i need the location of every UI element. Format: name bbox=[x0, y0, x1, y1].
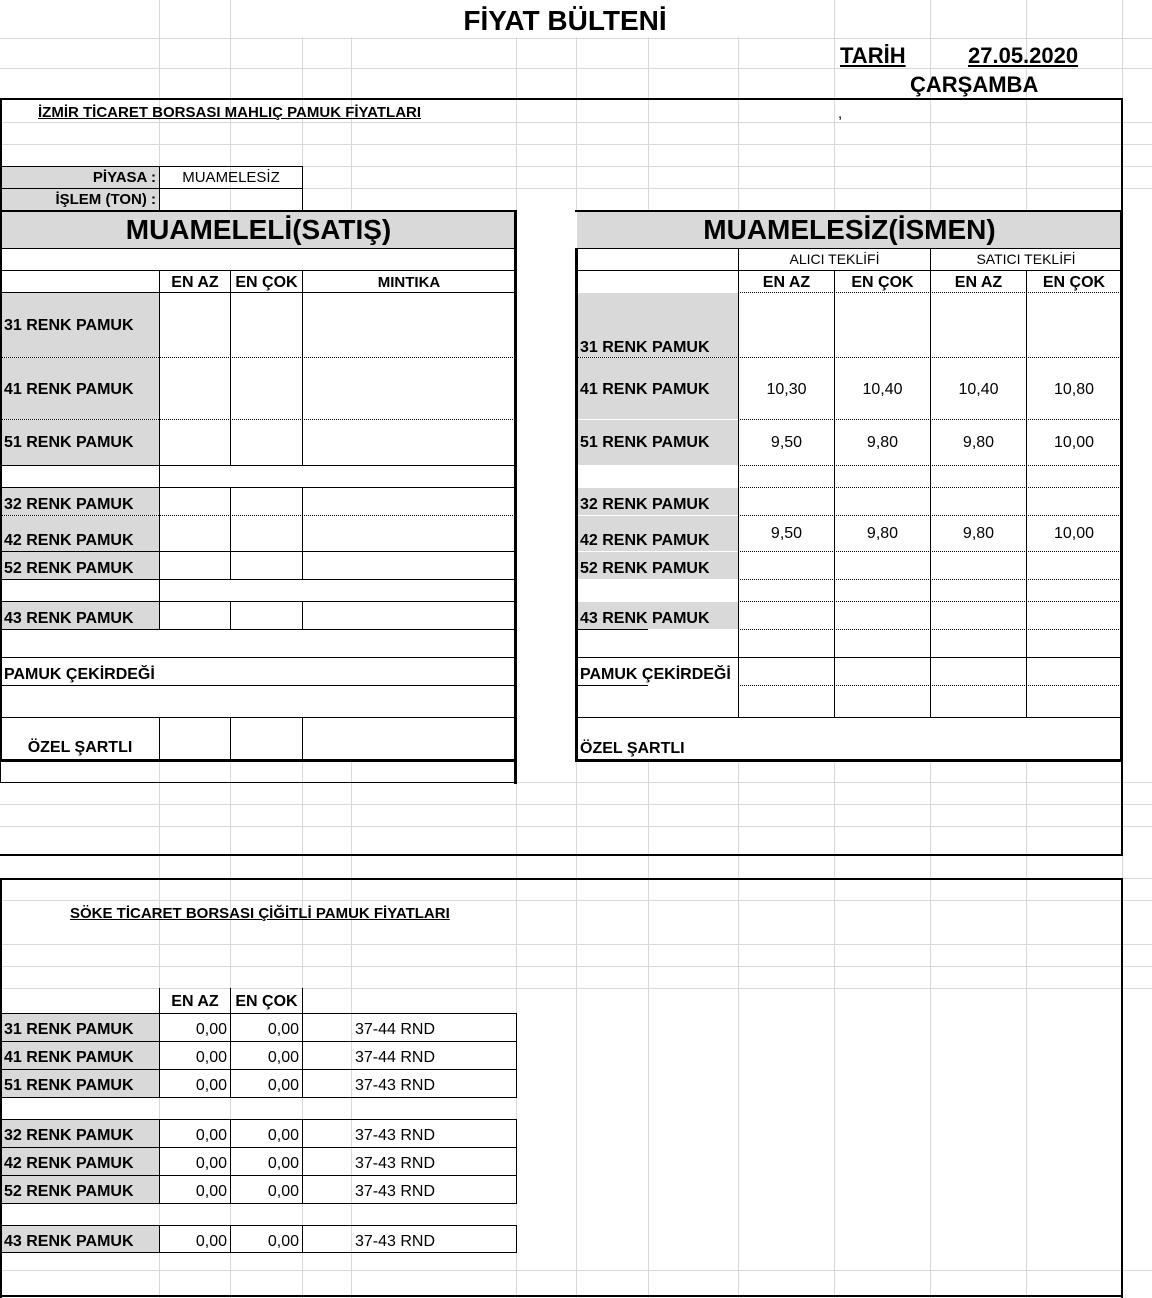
soke-row-label: 32 RENK PAMUK bbox=[4, 1127, 134, 1144]
left-special-label: ÖZEL ŞARTLI bbox=[27, 739, 133, 756]
right-buyer-min: EN AZ bbox=[762, 274, 811, 291]
seller-offer-header: SATICI TEKLİFİ bbox=[976, 251, 1076, 267]
buyer-offer-header: ALICI TEKLİFİ bbox=[789, 251, 880, 267]
left-row-label: 42 RENK PAMUK bbox=[4, 532, 134, 549]
piyasa-value: MUAMELESİZ bbox=[182, 169, 280, 186]
price-cell: 10,80 bbox=[1053, 381, 1095, 398]
soke-row-label: 42 RENK PAMUK bbox=[4, 1155, 134, 1172]
soke-spec-cell: 37-43 RND bbox=[355, 1233, 436, 1250]
heading-comma: , bbox=[838, 105, 843, 122]
price-cell: 9,80 bbox=[866, 434, 899, 451]
price-cell: 9,50 bbox=[770, 434, 803, 451]
price-cell: 10,30 bbox=[766, 381, 807, 398]
soke-max-cell: 0,00 bbox=[267, 1155, 299, 1172]
right-row-label: 31 RENK PAMUK bbox=[580, 339, 710, 356]
soke-spec-cell: 37-44 RND bbox=[355, 1049, 436, 1066]
price-cell: 9,80 bbox=[962, 434, 995, 451]
soke-col-min: EN AZ bbox=[171, 993, 219, 1010]
soke-max-cell: 0,00 bbox=[267, 1021, 299, 1038]
price-cell: 9,80 bbox=[962, 525, 995, 542]
soke-max-cell: 0,00 bbox=[267, 1127, 299, 1144]
date-value: 27.05.2020 bbox=[968, 43, 1079, 68]
left-row-label: 43 RENK PAMUK bbox=[4, 610, 134, 627]
right-row-label: 41 RENK PAMUK bbox=[580, 381, 710, 398]
right-row-label: 32 RENK PAMUK bbox=[580, 496, 710, 513]
soke-spec-cell: 37-43 RND bbox=[355, 1155, 436, 1172]
soke-min-cell: 0,00 bbox=[195, 1155, 227, 1172]
left-col-max: EN ÇOK bbox=[235, 274, 298, 291]
soke-min-cell: 0,00 bbox=[195, 1183, 227, 1200]
soke-spec-cell: 37-43 RND bbox=[355, 1077, 436, 1094]
right-table-title: MUAMELESİZ(İSMEN) bbox=[703, 214, 996, 245]
soke-heading: SÖKE TİCARET BORSASI ÇİĞİTLİ PAMUK FİYATLARI bbox=[70, 905, 450, 922]
soke-max-cell: 0,00 bbox=[267, 1077, 299, 1094]
day-label: ÇARŞAMBA bbox=[910, 72, 1039, 97]
islem-label: İŞLEM (TON) : bbox=[55, 191, 156, 208]
left-row-label: 32 RENK PAMUK bbox=[4, 496, 134, 513]
soke-max-cell: 0,00 bbox=[267, 1049, 299, 1066]
right-row-label: 51 RENK PAMUK bbox=[580, 434, 710, 451]
left-col-min: EN AZ bbox=[171, 274, 219, 291]
right-row-label: 43 RENK PAMUK bbox=[580, 610, 710, 627]
izmir-heading: İZMİR TİCARET BORSASI MAHLIÇ PAMUK FİYATLARI bbox=[38, 104, 422, 121]
soke-spec-cell: 37-44 RND bbox=[355, 1021, 436, 1038]
soke-spec-cell: 37-43 RND bbox=[355, 1127, 436, 1144]
right-seller-max: EN ÇOK bbox=[1042, 274, 1106, 291]
left-table-title: MUAMELELİ(SATIŞ) bbox=[125, 214, 392, 245]
right-seller-min: EN AZ bbox=[954, 274, 1003, 291]
soke-max-cell: 0,00 bbox=[267, 1183, 299, 1200]
date-label: TARİH bbox=[840, 43, 906, 68]
left-row-label: 51 RENK PAMUK bbox=[4, 434, 134, 451]
left-row-label: 41 RENK PAMUK bbox=[4, 381, 134, 398]
soke-min-cell: 0,00 bbox=[195, 1127, 227, 1144]
right-special-label: ÖZEL ŞARTLI bbox=[580, 740, 685, 757]
soke-row-label: 43 RENK PAMUK bbox=[4, 1233, 134, 1250]
soke-row-label: 51 RENK PAMUK bbox=[4, 1077, 134, 1094]
left-row-label: PAMUK ÇEKİRDEĞİ bbox=[4, 666, 155, 683]
soke-min-cell: 0,00 bbox=[195, 1077, 227, 1094]
soke-row-label: 41 RENK PAMUK bbox=[4, 1049, 134, 1066]
page-title: FİYAT BÜLTENİ bbox=[463, 5, 667, 36]
soke-spec-cell: 37-43 RND bbox=[355, 1183, 436, 1200]
soke-min-cell: 0,00 bbox=[195, 1233, 227, 1250]
price-cell: 9,80 bbox=[866, 525, 899, 542]
price-cell: 10,40 bbox=[862, 381, 903, 398]
piyasa-label: PİYASA : bbox=[92, 169, 156, 186]
soke-min-cell: 0,00 bbox=[195, 1049, 227, 1066]
soke-col-max: EN ÇOK bbox=[235, 993, 298, 1010]
soke-max-cell: 0,00 bbox=[267, 1233, 299, 1250]
left-row-label: 31 RENK PAMUK bbox=[4, 317, 134, 334]
right-row-label: 52 RENK PAMUK bbox=[580, 560, 710, 577]
right-row-label: 42 RENK PAMUK bbox=[580, 532, 710, 549]
price-cell: 10,40 bbox=[958, 381, 999, 398]
soke-min-cell: 0,00 bbox=[195, 1021, 227, 1038]
left-row-label: 52 RENK PAMUK bbox=[4, 560, 134, 577]
price-cell: 10,00 bbox=[1053, 525, 1095, 542]
soke-row-label: 31 RENK PAMUK bbox=[4, 1021, 134, 1038]
price-cell: 9,50 bbox=[770, 525, 803, 542]
price-cell: 10,00 bbox=[1053, 434, 1095, 451]
left-col-region: MINTIKA bbox=[377, 274, 441, 291]
right-buyer-max: EN ÇOK bbox=[851, 274, 914, 291]
soke-row-label: 52 RENK PAMUK bbox=[4, 1183, 134, 1200]
right-row-label: PAMUK ÇEKİRDEĞİ bbox=[580, 666, 731, 683]
